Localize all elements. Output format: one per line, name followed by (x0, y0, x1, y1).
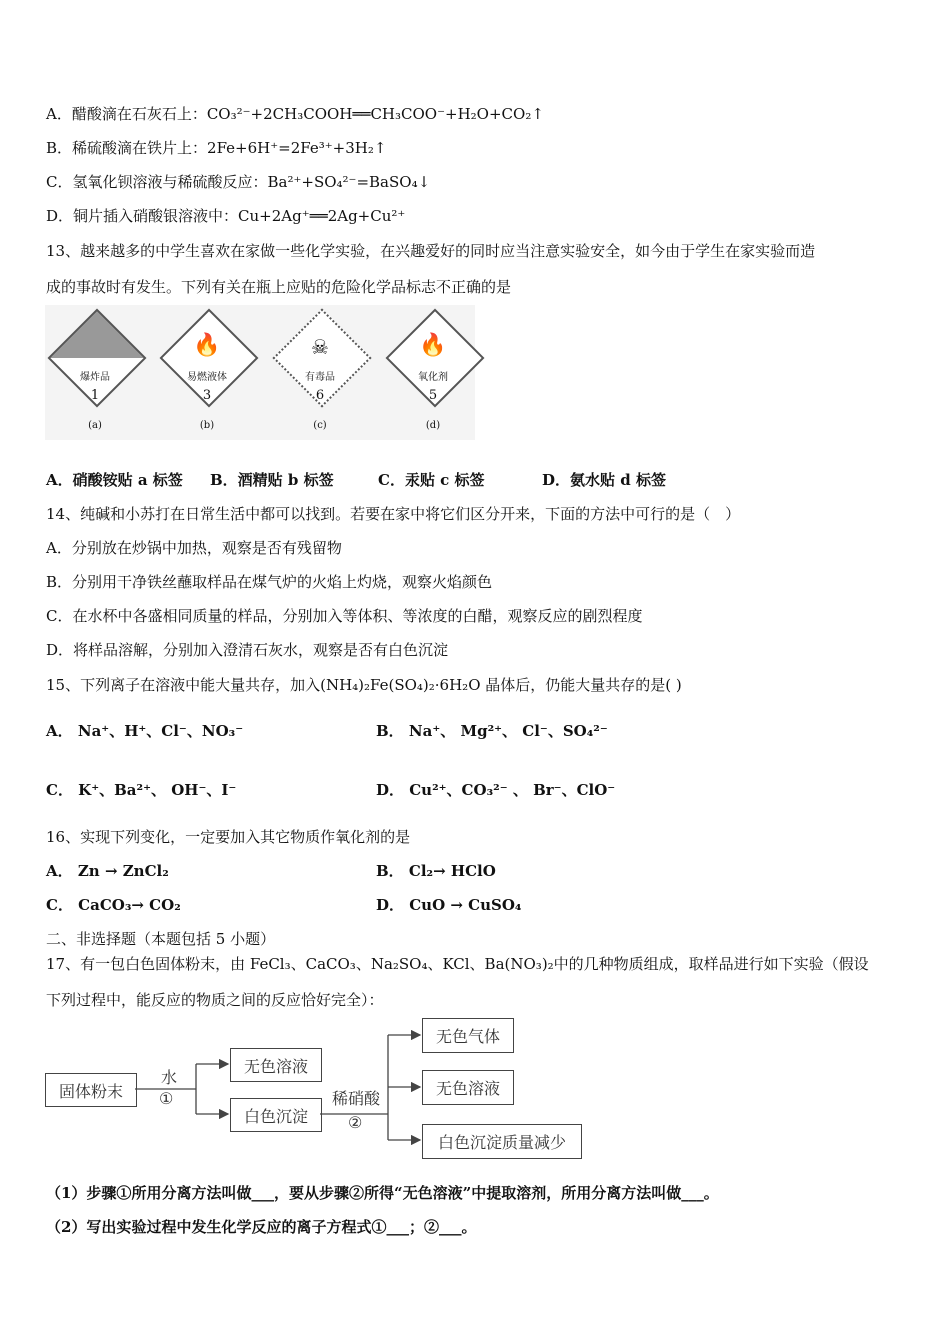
q14-option-a: A．分别放在炒锅中加热，观察是否有残留物 (46, 539, 342, 557)
q16-stem: 16、实现下列变化，一定要加入其它物质作氧化剂的是 (46, 828, 411, 846)
flow-label-step1: ① (159, 1089, 174, 1108)
q17-stem-line2: 下列过程中，能反应的物质之间的反应恰好完全）： (46, 991, 384, 1009)
q12-option-c: C．氢氧化钡溶液与稀硫酸反应：Ba²⁺+SO₄²⁻=BaSO₄↓ (46, 173, 431, 191)
flow-box-solid-powder: 固体粉末 (45, 1073, 137, 1107)
q15-option-c: C． K⁺、Ba²⁺、 OH⁻、I⁻ (46, 781, 237, 799)
q14-stem: 14、纯碱和小苏打在日常生活中都可以找到。若要在家中将它们区分开来，下面的方法中可行的是（ ） (46, 505, 741, 523)
flow-label-step2: ② (348, 1113, 363, 1132)
q13-option-d: D．氨水贴 d 标签 (542, 471, 666, 489)
flow-box-colorless-gas: 无色气体 (422, 1018, 514, 1053)
q14-option-d: D．将样品溶解，分别加入澄清石灰水，观察是否有白色沉淀 (46, 641, 449, 659)
q16-option-a: A． Zn → ZnCl₂ (46, 862, 169, 880)
hazard-sign-toxic: ☠ 有毒品 6 (c) (270, 313, 370, 438)
flow-label-dilute-nitric-acid: 稀硝酸 (332, 1089, 381, 1108)
q14-option-b: B．分别用干净铁丝蘸取样品在煤气炉的火焰上灼烧，观察火焰颜色 (46, 573, 493, 591)
q13-option-c: C．汞贴 c 标签 (378, 471, 485, 489)
q17-stem-line1: 17、有一包白色固体粉末，由 FeCl₃、CaCO₃、Na₂SO₄、KCl、Ba(NO₃)₂中的几种物质组成，取样品进行如下实验（假设 (46, 955, 869, 973)
q12-option-d: D．铜片插入硝酸银溶液中：Cu+2Ag⁺══2Ag+Cu²⁺ (46, 207, 406, 225)
flow-box-precipitate-mass-decreases: 白色沉淀质量减少 (422, 1124, 582, 1159)
flow-box-colorless-solution-1: 无色溶液 (230, 1048, 322, 1082)
skull-icon: ☠ (311, 335, 329, 359)
q17-part2: （2）写出实验过程中发生化学反应的离子方程式①___；②___。 (46, 1218, 477, 1236)
flow-box-colorless-solution-2: 无色溶液 (422, 1070, 514, 1105)
hazard-sign-explosive: 爆炸品 1 (a) (45, 313, 145, 438)
q13-option-b: B．酒精贴 b 标签 (210, 471, 334, 489)
q15-stem: 15、下列离子在溶液中能大量共存，加入(NH₄)₂Fe(SO₄)₂·6H₂O 晶体后，仍能大量共存的是( ) (46, 676, 682, 694)
q13-option-a: A．硝酸铵贴 a 标签 (46, 471, 183, 489)
q13-stem-line1: 13、越来越多的中学生喜欢在家做一些化学实验，在兴趣爱好的同时应当注意实验安全，如今由于学生在家实验而造 (46, 242, 816, 260)
q16-option-d: D． CuO → CuSO₄ (376, 896, 522, 914)
q12-option-b: B．稀硫酸滴在铁片上：2Fe+6H⁺=2Fe³⁺+3H₂↑ (46, 139, 387, 157)
q13-stem-line2: 成的事故时有发生。下列有关在瓶上应贴的危险化学品标志不正确的是 (46, 278, 512, 296)
flame-icon: 🔥 (193, 333, 221, 358)
flame-over-circle-icon: 🔥 (419, 333, 447, 358)
flow-label-water: 水 (161, 1068, 178, 1087)
q15-option-a: A． Na⁺、H⁺、Cl⁻、NO₃⁻ (46, 722, 244, 740)
q12-option-a: A．醋酸滴在石灰石上：CO₃²⁻+2CH₃COOH══CH₃COO⁻+H₂O+CO₂↑ (46, 105, 544, 123)
hazard-sign-flammable-liquid: 🔥 易燃液体 3 (b) (157, 313, 257, 438)
flow-box-white-precipitate: 白色沉淀 (230, 1098, 322, 1132)
q15-option-d: D． Cu²⁺、CO₃²⁻ 、 Br⁻、ClO⁻ (376, 781, 616, 799)
hazard-sign-oxidizer: 🔥 氧化剂 5 (d) (383, 313, 483, 438)
q15-option-b: B． Na⁺、 Mg²⁺、 Cl⁻、SO₄²⁻ (376, 722, 608, 740)
q16-option-b: B． Cl₂→ HClO (376, 862, 496, 880)
q16-option-c: C． CaCO₃→ CO₂ (46, 896, 181, 914)
q17-part1: （1）步骤①所用分离方法叫做___，要从步骤②所得“无色溶液”中提取溶剂，所用分离方法叫做___。 (46, 1184, 719, 1202)
section-heading: 二、非选择题（本题包括 5 小题） (46, 930, 276, 948)
q14-option-c: C．在水杯中各盛相同质量的样品，分别加入等体积、等浓度的白醋，观察反应的剧烈程度 (46, 607, 643, 625)
